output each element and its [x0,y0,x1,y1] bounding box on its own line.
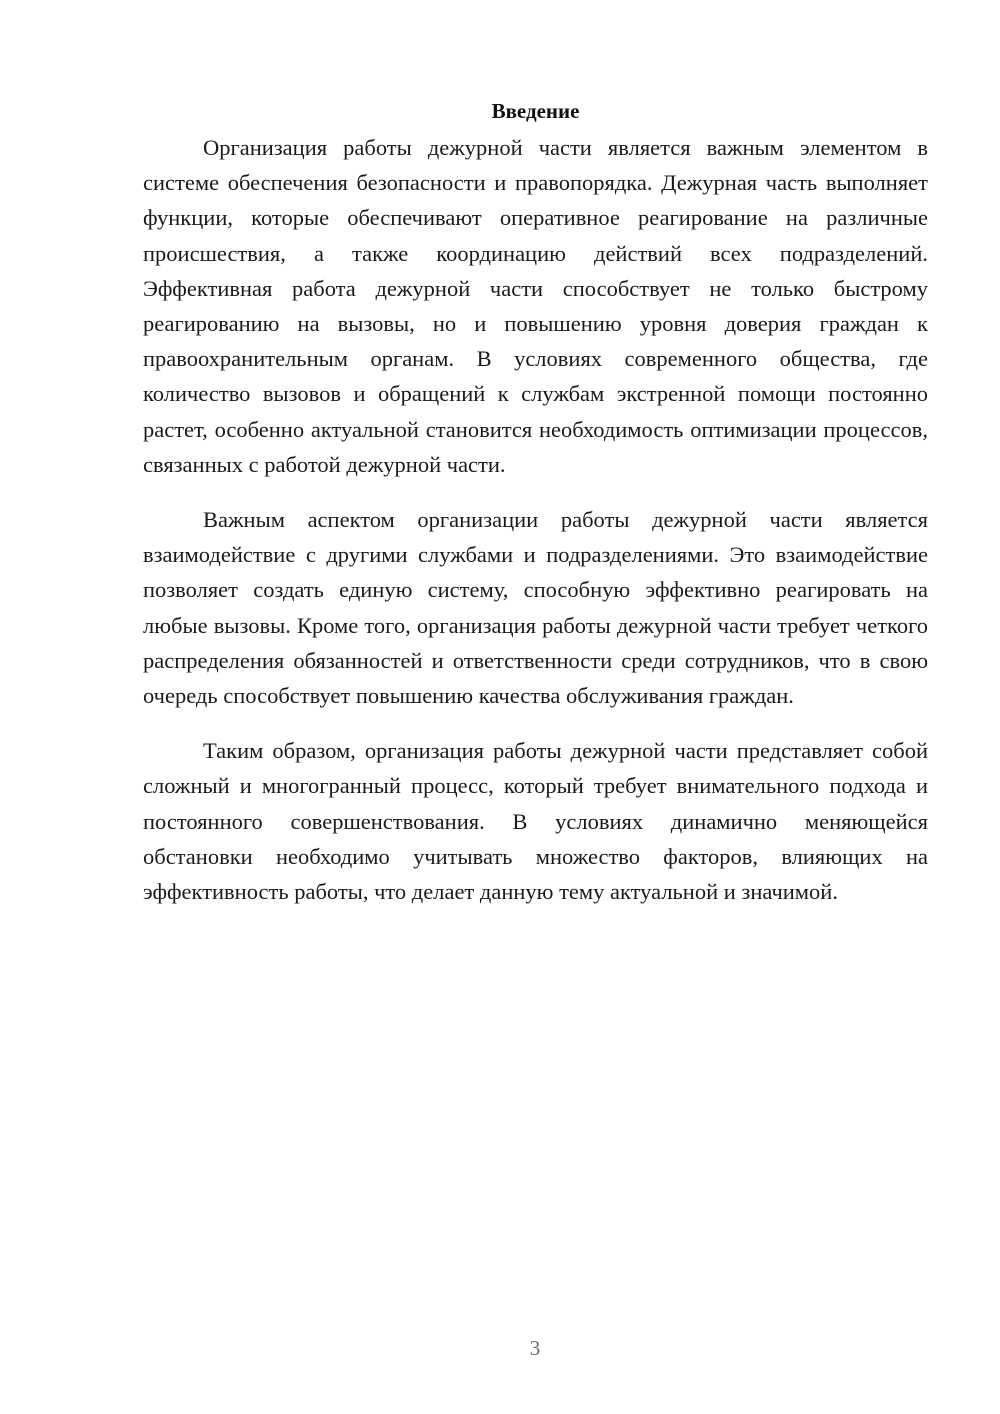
section-title: Введение [491,99,580,123]
paragraph-1: Организация работы дежурной части является важным элементом в системе обеспечения безопасности и правопорядка. Дежурная часть выполняет функции, которые обеспечивают оперативное реагирование на различные происшествия, а также координацию действий всех подразделений. Эффективная работа дежурной части способствует не только быстрому реагированию на вызовы, но и повышению уровня доверия граждан к правоохранительным органам. В условиях современного общества, где количество вызовов и обращений к службам экстренной помощи постоянно растет, особенно актуальной становится необходимость оптимизации процессов, связанных с работой дежурной части. [143,135,928,477]
paragraph-3: Таким образом, организация работы дежурной части представляет собой сложный и многогранный процесс, который требует внимательного подхода и постоянного совершенствования. В условиях динамично меняющейся обстановки необходимо учитывать множество факторов, влияющих на эффективность работы, что делает данную тему актуальной и значимой. [143,738,928,905]
page-number: 3 [529,1336,541,1360]
paragraph-2: Важным аспектом организации работы дежурной части является взаимодействие с другими службами и подразделениями. Это взаимодействие позволяет создать единую систему, способную эффективно реагировать на любые вызовы. Кроме того, организация работы дежурной части требует четкого распределения обязанностей и ответственности среди сотрудников, что в свою очередь способствует повышению качества обслуживания граждан. [143,507,928,709]
page-content [143,96,928,929]
